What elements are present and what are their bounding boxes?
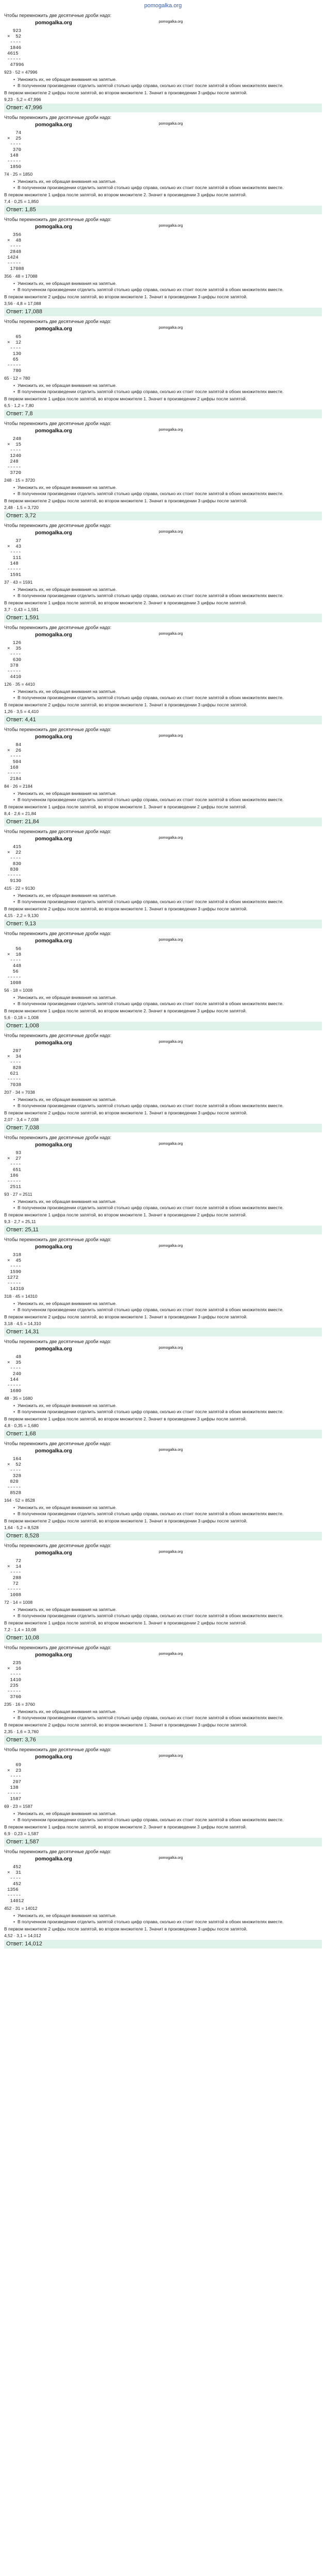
rule-step: • В полученном произведении отделить запятой столько цифр справа, сколько их стоит после запятой в обоих множителях вместе. (13, 899, 322, 905)
watermark-text: pomogalka.org (159, 1244, 183, 1248)
digits-explanation: В первом множителе 2 цифры после запятой, во втором множителе 1. Значит в произведении 3 цифры после запятой. (4, 702, 248, 707)
watermark-row (4, 1346, 322, 1353)
rule-step: • В полученном произведении отделить запятой столько цифр справа, сколько их стоит после запятой в обоих множителях вместе. (13, 286, 322, 293)
column-multiplication: 207 × 34 ---- 828 621 ----- 7038 (7, 1048, 22, 1088)
integer-product: 69 · 23 = 1587 (4, 1804, 33, 1809)
decimal-product: 7,4 · 0,25 = 1,850 (4, 199, 39, 204)
integer-product: 93 · 27 = 2511 (4, 1192, 32, 1197)
watermark-text: pomogalka.org (35, 1856, 72, 1862)
column-multiplication: 65 × 12 ---- 130 65 ----- 780 (7, 334, 22, 374)
answer-line: Ответ: 25,11 (4, 1226, 322, 1234)
solution-block (4, 216, 322, 316)
column-multiplication: 69 × 23 ---- 207 138 ----- 1587 (7, 1762, 22, 1802)
rule-steps (13, 382, 322, 395)
decimal-product: 4,52 · 3,1 = 14,012 (4, 1933, 41, 1938)
watermark-text: pomogalka.org (35, 1754, 72, 1760)
solution-block (4, 1440, 322, 1540)
watermark-text: pomogalka.org (35, 122, 72, 128)
digits-explanation: В первом множителе 1 цифра после запятой, во втором множителе 1. Значит в произведении 2 цифры после запятой. (4, 804, 247, 809)
rule-steps (13, 586, 322, 599)
integer-product: 65 · 12 = 780 (4, 376, 30, 381)
watermark-row (4, 428, 322, 435)
integer-product: 126 · 35 = 4410 (4, 682, 35, 687)
watermark-text: pomogalka.org (159, 1040, 183, 1044)
rule-step: • В полученном произведении отделить запятой столько цифр справа, сколько их стоит после запятой в обоих множителях вместе. (13, 388, 322, 395)
rule-step: • Умножить их, не обращая внимания на запятые. (13, 1300, 322, 1307)
watermark-text: pomogalka.org (159, 1346, 183, 1350)
solution-block (4, 420, 322, 520)
watermark-text: pomogalka.org (35, 1040, 72, 1046)
solution-block (4, 114, 322, 214)
digits-explanation: В первом множителе 2 цифры после запятой, во втором множителе 1. Значит в произведении 3 цифры после запятой. (4, 90, 248, 95)
rule-heading: Чтобы перемножить две десятичные дроби надо: (4, 931, 111, 936)
watermark-text: pomogalka.org (35, 734, 72, 740)
column-multiplication: 452 × 31 ---- 452 1356 ----- 14012 (7, 1865, 24, 1904)
decimal-product: 9,23 · 5,2 = 47,996 (4, 97, 41, 102)
column-multiplication: 923 × 52 ---- 1846 4615 ----- 47996 (7, 28, 24, 67)
watermark-row (4, 1652, 322, 1659)
decimal-product: 4,8 · 0,35 = 1,680 (4, 1423, 39, 1428)
rule-heading: Чтобы перемножить две десятичные дроби надо: (4, 1747, 111, 1752)
decimal-product: 3,7 · 0,43 = 1,591 (4, 607, 39, 612)
watermark-row (4, 530, 322, 537)
rule-heading: Чтобы перемножить две десятичные дроби надо: (4, 1849, 111, 1854)
rule-steps (13, 688, 322, 701)
watermark-row (4, 1448, 322, 1455)
watermark-text: pomogalka.org (35, 938, 72, 944)
answer-line: Ответ: 17,088 (4, 308, 322, 316)
answer-line: Ответ: 1,008 (4, 1022, 322, 1030)
integer-product: 164 · 52 = 8528 (4, 1498, 35, 1503)
rule-steps (13, 280, 322, 293)
answer-line: Ответ: 47,996 (4, 104, 322, 112)
watermark-text: pomogalka.org (159, 530, 183, 534)
watermark-text: pomogalka.org (159, 122, 183, 126)
watermark-text: pomogalka.org (35, 530, 72, 536)
solution-block (4, 624, 322, 724)
rule-heading: Чтобы перемножить две десятичные дроби надо: (4, 319, 111, 324)
decimal-product: 1,64 · 5,2 = 8,528 (4, 1525, 39, 1530)
rule-step: • Умножить их, не обращая внимания на запятые. (13, 76, 322, 82)
column-multiplication: 37 × 43 ---- 111 148 ----- 1591 (7, 538, 22, 578)
rule-steps (13, 1912, 322, 1925)
watermark-row (4, 1040, 322, 1047)
column-multiplication: 72 × 14 ---- 288 72 ----- 1008 (7, 1558, 22, 1598)
watermark-text: pomogalka.org (35, 632, 72, 638)
rule-steps (13, 994, 322, 1007)
rule-steps (13, 178, 322, 191)
solutions-list (0, 12, 326, 1948)
integer-product: 37 · 43 = 1591 (4, 580, 33, 585)
rule-step: • В полученном произведении отделить запятой столько цифр справа, сколько их стоит после запятой в обоих множителях вместе. (13, 592, 322, 599)
solution-block (4, 12, 322, 112)
rule-step: • В полученном произведении отделить запятой столько цифр справа, сколько их стоит после запятой в обоих множителях вместе. (13, 1919, 322, 1925)
watermark-text: pomogalka.org (35, 1142, 72, 1148)
rule-heading: Чтобы перемножить две десятичные дроби надо: (4, 217, 111, 222)
decimal-product: 2,35 · 1,6 = 3,760 (4, 1729, 39, 1734)
rule-step: • Умножить их, не обращая внимания на запятые. (13, 484, 322, 490)
column-multiplication: 164 × 52 ---- 328 820 ----- 8528 (7, 1456, 22, 1496)
digits-explanation: В первом множителе 2 цифры после запятой, во втором множителе 1. Значит в произведении 3 цифры после запятой. (4, 294, 248, 299)
watermark-text: pomogalka.org (159, 836, 183, 840)
answer-line: Ответ: 7,038 (4, 1124, 322, 1132)
integer-product: 56 · 18 = 1008 (4, 988, 33, 993)
rule-step: • В полученном произведении отделить запятой столько цифр справа, сколько их стоит после запятой в обоих множителях вместе. (13, 1409, 322, 1415)
integer-product: 48 · 35 = 1680 (4, 1396, 33, 1401)
watermark-text: pomogalka.org (159, 1448, 183, 1452)
answer-line: Ответ: 8,528 (4, 1532, 322, 1540)
integer-product: 74 · 25 = 1850 (4, 172, 33, 177)
solution-block (4, 726, 322, 826)
digits-explanation: В первом множителе 1 цифра после запятой, во втором множителе 2. Значит в произведении 3 цифры после запятой. (4, 192, 247, 197)
answer-line: Ответ: 1,85 (4, 206, 322, 214)
watermark-row (4, 1754, 322, 1761)
rule-step: • Умножить их, не обращая внимания на запятые. (13, 1912, 322, 1919)
watermark-row (4, 1856, 322, 1863)
decimal-product: 1,26 · 3,5 = 4,410 (4, 709, 39, 714)
column-multiplication: 48 × 35 ---- 240 144 ----- 1680 (7, 1354, 22, 1394)
watermark-text: pomogalka.org (35, 1550, 72, 1556)
watermark-row (4, 938, 322, 945)
solution-block (4, 930, 322, 1030)
rule-heading: Чтобы перемножить две десятичные дроби надо: (4, 1645, 111, 1650)
answer-line: Ответ: 21,84 (4, 818, 322, 826)
watermark-row (4, 1550, 322, 1557)
digits-explanation: В первом множителе 2 цифры после запятой, во втором множителе 1. Значит в произведении 3 цифры после запятой. (4, 1110, 248, 1115)
rule-steps (13, 76, 322, 89)
answer-line: Ответ: 14,31 (4, 1328, 322, 1336)
rule-heading: Чтобы перемножить две десятичные дроби надо: (4, 1339, 111, 1344)
rule-step: • Умножить их, не обращая внимания на запятые. (13, 688, 322, 694)
answer-line: Ответ: 1,587 (4, 1838, 322, 1846)
watermark-text: pomogalka.org (35, 20, 72, 26)
watermark-row (4, 836, 322, 843)
column-multiplication: 74 × 25 ---- 370 148 ----- 1850 (7, 130, 22, 170)
rule-steps (13, 1402, 322, 1415)
rule-step: • Умножить их, не обращая внимания на запятые. (13, 994, 322, 1001)
watermark-text: pomogalka.org (35, 1448, 72, 1454)
watermark-text: pomogalka.org (159, 1142, 183, 1146)
rule-step: • Умножить их, не обращая внимания на запятые. (13, 382, 322, 388)
watermark-text: pomogalka.org (35, 836, 72, 842)
solution-block (4, 1747, 322, 1846)
rule-heading: Чтобы перемножить две десятичные дроби надо: (4, 727, 111, 732)
integer-product: 207 · 34 = 7038 (4, 1090, 35, 1095)
rule-steps (13, 790, 322, 803)
rule-step: • В полученном произведении отделить запятой столько цифр справа, сколько их стоит после запятой в обоих множителях вместе. (13, 490, 322, 497)
digits-explanation: В первом множителе 2 цифры после запятой, во втором множителе 1. Значит в произведении 3 цифры после запятой. (4, 1314, 248, 1319)
rule-step: • Умножить их, не обращая внимания на запятые. (13, 1708, 322, 1715)
rule-step: • Умножить их, не обращая внимания на запятые. (13, 1402, 322, 1409)
watermark-text: pomogalka.org (159, 938, 183, 942)
watermark-row (4, 326, 322, 333)
watermark-text: pomogalka.org (159, 632, 183, 636)
watermark-row (4, 224, 322, 231)
digits-explanation: В первом множителе 1 цифра после запятой, во втором множителе 1. Значит в произведении 2 цифры после запятой. (4, 396, 247, 401)
integer-product: 452 · 31 = 14012 (4, 1906, 38, 1911)
rule-heading: Чтобы перемножить две десятичные дроби надо: (4, 1237, 111, 1242)
watermark-text: pomogalka.org (35, 224, 72, 230)
rule-step: • В полученном произведении отделить запятой столько цифр справа, сколько их стоит после запятой в обоих множителях вместе. (13, 1103, 322, 1109)
rule-step: • Умножить их, не обращая внимания на запятые. (13, 586, 322, 592)
watermark-text: pomogalka.org (35, 428, 72, 434)
watermark-row (4, 122, 322, 129)
rule-step: • В полученном произведении отделить запятой столько цифр справа, сколько их стоит после запятой в обоих множителях вместе. (13, 1817, 322, 1823)
solution-block (4, 1338, 322, 1438)
digits-explanation: В первом множителе 1 цифра после запятой, во втором множителе 2. Значит в произведении 3 цифры после запятой. (4, 1416, 247, 1421)
rule-step: • В полученном произведении отделить запятой столько цифр справа, сколько их стоит после запятой в обоих множителях вместе. (13, 184, 322, 191)
column-multiplication: 56 × 18 ---- 448 56 ----- 1008 (7, 946, 22, 986)
rule-heading: Чтобы перемножить две десятичные дроби надо: (4, 625, 111, 630)
digits-explanation: В первом множителе 1 цифра после запятой, во втором множителе 1. Значит в произведении 2 цифры после запятой. (4, 1620, 247, 1625)
watermark-text: pomogalka.org (159, 1550, 183, 1554)
decimal-product: 4,15 · 2,2 = 9,130 (4, 913, 39, 918)
rule-step: • В полученном произведении отделить запятой столько цифр справа, сколько их стоит после запятой в обоих множителях вместе. (13, 1205, 322, 1211)
watermark-text: pomogalka.org (159, 224, 183, 228)
watermark-text: pomogalka.org (159, 734, 183, 738)
rule-step: • Умножить их, не обращая внимания на запятые. (13, 1198, 322, 1205)
answer-line: Ответ: 7,8 (4, 410, 322, 418)
rule-steps (13, 1096, 322, 1109)
rule-heading: Чтобы перемножить две десятичные дроби надо: (4, 1441, 111, 1446)
rule-step: • Умножить их, не обращая внимания на запятые. (13, 1810, 322, 1817)
rule-step: • В полученном произведении отделить запятой столько цифр справа, сколько их стоит после запятой в обоих множителях вместе. (13, 694, 322, 701)
integer-product: 923 · 52 = 47996 (4, 70, 38, 75)
digits-explanation: В первом множителе 2 цифры после запятой, во втором множителе 1. Значит в произведении 3 цифры после запятой. (4, 1518, 248, 1523)
decimal-product: 6,5 · 1,2 = 7,80 (4, 403, 34, 408)
column-multiplication: 415 × 22 ---- 830 830 ----- 9130 (7, 844, 22, 884)
integer-product: 84 · 26 = 2184 (4, 784, 33, 789)
solution-block (4, 1236, 322, 1336)
integer-product: 248 · 15 = 3720 (4, 478, 35, 483)
answer-line: Ответ: 1,591 (4, 614, 322, 622)
integer-product: 318 · 45 = 14310 (4, 1294, 38, 1299)
rule-step: • В полученном произведении отделить запятой столько цифр справа, сколько их стоит после запятой в обоих множителях вместе. (13, 796, 322, 803)
rule-step: • В полученном произведении отделить запятой столько цифр справа, сколько их стоит после запятой в обоих множителях вместе. (13, 1511, 322, 1517)
watermark-row (4, 1244, 322, 1251)
solution-block (4, 828, 322, 928)
site-title[interactable]: pomogalka.org (144, 3, 182, 9)
rule-heading: Чтобы перемножить две десятичные дроби надо: (4, 13, 111, 18)
rule-step: • Умножить их, не обращая внимания на запятые. (13, 178, 322, 184)
rule-steps (13, 1810, 322, 1823)
watermark-text: pomogalka.org (159, 428, 183, 432)
watermark-text: pomogalka.org (35, 326, 72, 332)
solution-block (4, 1849, 322, 1948)
decimal-product: 2,07 · 3,4 = 7,038 (4, 1117, 39, 1122)
solution-block (4, 1645, 322, 1744)
answer-line: Ответ: 10,08 (4, 1634, 322, 1642)
watermark-row (4, 1142, 322, 1149)
column-multiplication: 356 × 48 ---- 2848 1424 ----- 17088 (7, 232, 24, 272)
rule-step: • Умножить их, не обращая внимания на запятые. (13, 892, 322, 899)
integer-product: 235 · 16 = 3760 (4, 1702, 35, 1707)
decimal-product: 2,48 · 1,5 = 3,720 (4, 505, 39, 510)
rule-step: • В полученном произведении отделить запятой столько цифр справа, сколько их стоит после запятой в обоих множителях вместе. (13, 1001, 322, 1007)
digits-explanation: В первом множителе 1 цифра после запятой, во втором множителе 2. Значит в произведении 3 цифры после запятой. (4, 600, 247, 605)
integer-product: 72 · 14 = 1008 (4, 1600, 33, 1605)
answer-line: Ответ: 14,012 (4, 1940, 322, 1948)
watermark-row (4, 20, 322, 27)
rule-step: • Умножить их, не обращая внимания на запятые. (13, 790, 322, 796)
column-multiplication: 235 × 16 ---- 1410 235 ----- 3760 (7, 1660, 22, 1700)
watermark-text: pomogalka.org (159, 1754, 183, 1758)
column-multiplication: 126 × 35 ---- 630 378 ----- 4410 (7, 640, 22, 680)
column-multiplication: 318 × 45 ---- 1590 1272 ----- 14310 (7, 1252, 24, 1292)
rule-heading: Чтобы перемножить две десятичные дроби надо: (4, 1135, 111, 1140)
decimal-product: 6,9 · 0,23 = 1,587 (4, 1831, 39, 1836)
rule-step: • Умножить их, не обращая внимания на запятые. (13, 1606, 322, 1613)
solution-block (4, 1543, 322, 1642)
decimal-product: 3,18 · 4,5 = 14,310 (4, 1321, 41, 1326)
rule-steps (13, 484, 322, 497)
solution-block (4, 522, 322, 622)
solution-block (4, 1134, 322, 1234)
rule-step: • Умножить их, не обращая внимания на запятые. (13, 280, 322, 286)
answer-line: Ответ: 3,76 (4, 1736, 322, 1744)
rule-step: • В полученном произведении отделить запятой столько цифр справа, сколько их стоит после запятой в обоих множителях вместе. (13, 1715, 322, 1721)
rule-step: • В полученном произведении отделить запятой столько цифр справа, сколько их стоит после запятой в обоих множителях вместе. (13, 82, 322, 89)
rule-step: • В полученном произведении отделить запятой столько цифр справа, сколько их стоит после запятой в обоих множителях вместе. (13, 1613, 322, 1619)
rule-heading: Чтобы перемножить две десятичные дроби надо: (4, 523, 111, 528)
rule-steps (13, 1504, 322, 1517)
rule-steps (13, 1300, 322, 1313)
watermark-row (4, 632, 322, 639)
decimal-product: 9,3 · 2,7 = 25,11 (4, 1219, 36, 1224)
rule-heading: Чтобы перемножить две десятичные дроби надо: (4, 829, 111, 834)
decimal-product: 3,56 · 4,8 = 17,088 (4, 301, 41, 306)
column-multiplication: 93 × 27 ---- 651 186 ----- 2511 (7, 1150, 22, 1190)
column-multiplication: 84 × 26 ---- 504 168 ----- 2184 (7, 742, 22, 782)
watermark-text: pomogalka.org (159, 1856, 183, 1860)
decimal-product: 8,4 · 2,6 = 21,84 (4, 811, 37, 816)
digits-explanation: В первом множителе 1 цифра после запятой, во втором множителе 2. Значит в произведении 3 цифры после запятой. (4, 1008, 247, 1013)
watermark-row (4, 734, 322, 741)
rule-heading: Чтобы перемножить две десятичные дроби надо: (4, 1033, 111, 1038)
rule-steps (13, 1708, 322, 1721)
watermark-text: pomogalka.org (159, 20, 183, 24)
rule-step: • Умножить их, не обращая внимания на запятые. (13, 1504, 322, 1511)
watermark-text: pomogalka.org (35, 1244, 72, 1250)
rule-steps (13, 1606, 322, 1619)
digits-explanation: В первом множителе 1 цифра после запятой, во втором множителе 1. Значит в произведении 2 цифры после запятой. (4, 1212, 247, 1217)
integer-product: 356 · 48 = 17088 (4, 274, 38, 279)
decimal-product: 7,2 · 1,4 = 10,08 (4, 1627, 37, 1632)
watermark-text: pomogalka.org (35, 1652, 72, 1658)
integer-product: 415 · 22 = 9130 (4, 886, 35, 891)
column-multiplication: 248 × 15 ---- 1240 248 ----- 3720 (7, 436, 22, 476)
rule-steps (13, 892, 322, 905)
rule-step: • Умножить их, не обращая внимания на запятые. (13, 1096, 322, 1103)
rule-heading: Чтобы перемножить две десятичные дроби надо: (4, 1543, 111, 1548)
answer-line: Ответ: 9,13 (4, 920, 322, 928)
rule-steps (13, 1198, 322, 1211)
rule-heading: Чтобы перемножить две десятичные дроби надо: (4, 115, 111, 120)
answer-line: Ответ: 4,41 (4, 716, 322, 724)
rule-step: • В полученном произведении отделить запятой столько цифр справа, сколько их стоит после запятой в обоих множителях вместе. (13, 1307, 322, 1313)
digits-explanation: В первом множителе 2 цифры после запятой, во втором множителе 1. Значит в произведении 3 цифры после запятой. (4, 906, 248, 911)
rule-heading: Чтобы перемножить две десятичные дроби надо: (4, 421, 111, 426)
watermark-text: pomogalka.org (159, 1652, 183, 1656)
decimal-product: 5,6 · 0,18 = 1,008 (4, 1015, 39, 1020)
solution-block (4, 318, 322, 418)
answer-line: Ответ: 1,68 (4, 1430, 322, 1438)
answer-line: Ответ: 3,72 (4, 512, 322, 520)
solution-block (4, 1032, 322, 1132)
digits-explanation: В первом множителе 2 цифры после запятой, во втором множителе 1. Значит в произведении 3 цифры после запятой. (4, 498, 248, 503)
watermark-text: pomogalka.org (35, 1346, 72, 1352)
digits-explanation: В первом множителе 2 цифры после запятой, во втором множителе 1. Значит в произведении 3 цифры после запятой. (4, 1722, 248, 1727)
watermark-text: pomogalka.org (159, 326, 183, 330)
digits-explanation: В первом множителе 1 цифра после запятой, во втором множителе 2. Значит в произведении 3 цифры после запятой. (4, 1824, 247, 1829)
digits-explanation: В первом множителе 2 цифры после запятой, во втором множителе 1. Значит в произведении 3 цифры после запятой. (4, 1926, 248, 1931)
